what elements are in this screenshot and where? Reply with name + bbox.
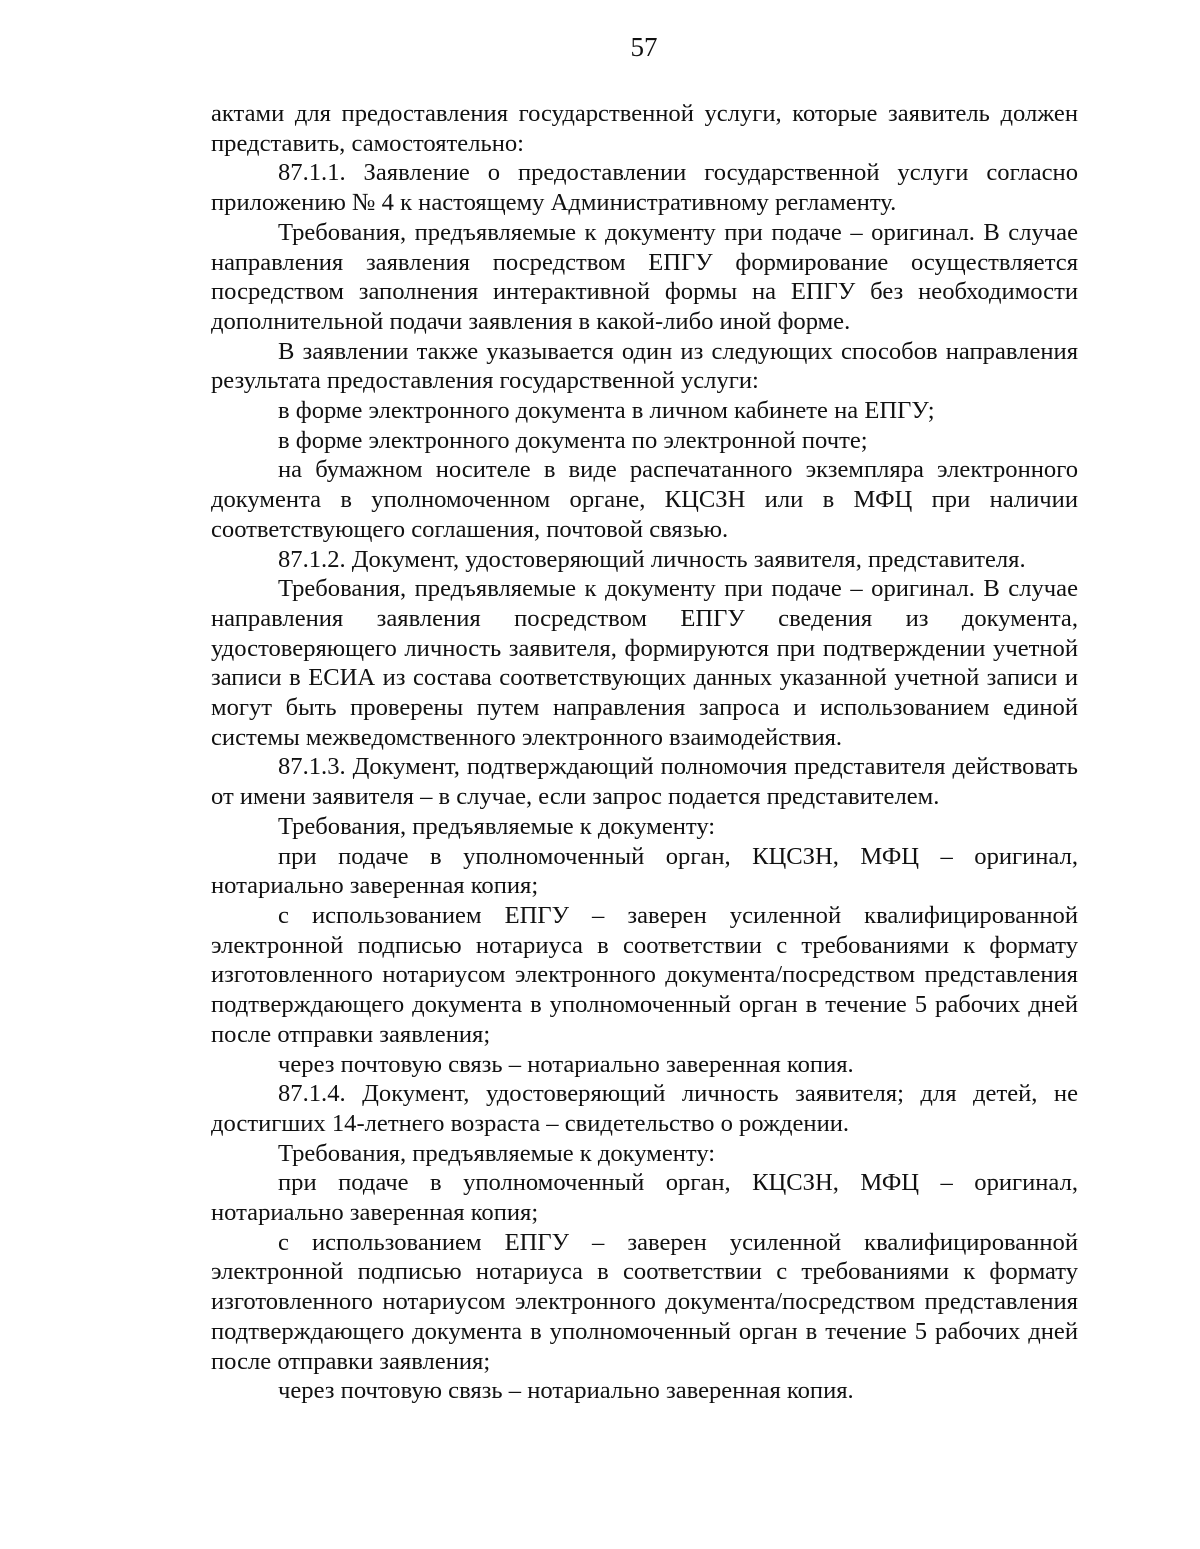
paragraph: на бумажном носителе в виде распечатанного экземпляра электронного документа в уполномоченном органе, КЦСЗН или в МФЦ при наличии соответствующего соглашения, почтовой связью. (211, 456, 1078, 543)
document-body (211, 99, 1078, 1406)
paragraph: 87.1.1. Заявление о предоставлении государственной услуги согласно приложению № 4 к настоящему Административному регламенту. (211, 159, 1078, 217)
paragraph: при подаче в уполномоченный орган, КЦСЗН, МФЦ – оригинал, нотариально заверенная копия; (211, 1169, 1078, 1227)
paragraph: Требования, предъявляемые к документу при подаче – оригинал. В случае направления заявления посредством ЕПГУ сведения из документа, удостоверяющего личность заявителя, формируются при подтверждении учетной записи в ЕСИА из состава соответствующих данных указанной учетной записи и могут быть проверены путем направления запроса и использованием единой системы межведомственного электронного взаимодействия. (211, 575, 1078, 751)
page-number: 57 (630, 32, 658, 62)
paragraph: при подаче в уполномоченный орган, КЦСЗН, МФЦ – оригинал, нотариально заверенная копия; (211, 842, 1078, 900)
paragraph: Требования, предъявляемые к документу: (278, 1139, 716, 1167)
paragraph: Требования, предъявляемые к документу: (278, 812, 716, 840)
paragraph: 87.1.2. Документ, удостоверяющий личность заявителя, представителя. (278, 545, 1026, 573)
paragraph: в форме электронного документа в личном кабинете на ЕПГУ; (278, 397, 935, 425)
paragraph: в форме электронного документа по электронной почте; (278, 426, 868, 454)
paragraph: 87.1.4. Документ, удостоверяющий личность заявителя; для детей, не достигших 14-летнего возраста – свидетельство о рождении. (211, 1080, 1078, 1137)
paragraph: через почтовую связь – нотариально заверенная копия. (278, 1050, 854, 1078)
paragraph: актами для предоставления государственной услуги, которые заявитель должен представить, самостоятельно: (211, 100, 1078, 157)
paragraph: через почтовую связь – нотариально заверенная копия. (278, 1377, 854, 1405)
paragraph: с использованием ЕПГУ – заверен усиленной квалифицированной электронной подписью нотариуса в соответствии с требованиями к формату изготовленного нотариусом электронного документа/посредством представления подтверждающего документа в уполномоченный орган в течение 5 рабочих дней после отправки заявления; (211, 901, 1078, 1048)
paragraph: 87.1.3. Документ, подтверждающий полномочия представителя действовать от имени заявителя – в случае, если запрос подается представителем. (211, 753, 1078, 811)
paragraph: с использованием ЕПГУ – заверен усиленной квалифицированной электронной подписью нотариуса в соответствии с требованиями к формату изготовленного нотариусом электронного документа/посредством представления подтверждающего документа в уполномоченный орган в течение 5 рабочих дней после отправки заявления; (211, 1228, 1078, 1375)
paragraph: Требования, предъявляемые к документу при подаче – оригинал. В случае направления заявления посредством ЕПГУ формирование осуществляется посредством заполнения интерактивной формы на ЕПГУ без необходимости дополнительной подачи заявления в какой-либо иной форме. (211, 218, 1078, 335)
paragraph: В заявлении также указывается один из следующих способов направления результата предоставления государственной услуги: (211, 337, 1078, 395)
